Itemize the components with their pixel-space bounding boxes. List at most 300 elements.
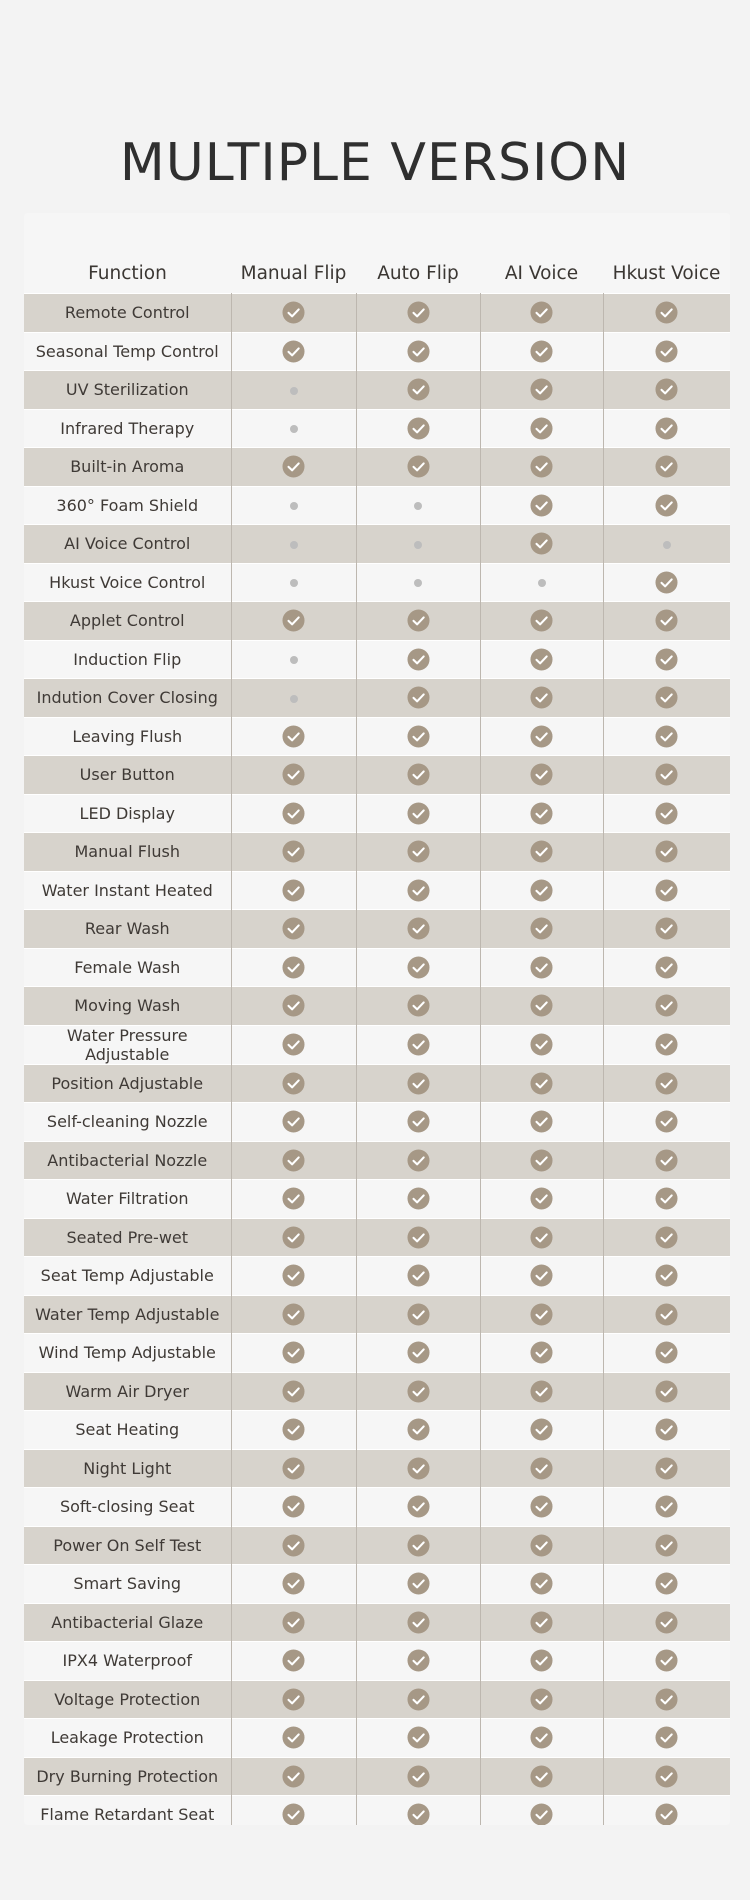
check-circle-icon	[282, 1380, 305, 1403]
table-row	[24, 448, 730, 487]
comparison-table-container	[24, 213, 730, 1825]
table-row	[24, 1565, 730, 1604]
function-name: Voltage Protection	[24, 1680, 231, 1719]
feature-cell	[356, 1180, 480, 1219]
feature-cell	[231, 1141, 356, 1180]
feature-cell	[231, 1719, 356, 1758]
feature-cell	[480, 987, 603, 1026]
check-circle-icon	[407, 1418, 430, 1441]
function-name: Power On Self Test	[24, 1526, 231, 1565]
check-circle-icon	[655, 994, 678, 1017]
feature-cell	[480, 1488, 603, 1527]
feature-cell	[356, 1025, 480, 1064]
check-circle-icon	[282, 763, 305, 786]
feature-cell	[231, 794, 356, 833]
table-row	[24, 1295, 730, 1334]
feature-cell	[356, 679, 480, 718]
function-name: Applet Control	[24, 602, 231, 641]
check-circle-icon	[407, 725, 430, 748]
check-circle-icon	[655, 840, 678, 863]
feature-cell	[231, 1526, 356, 1565]
feature-cell	[356, 1642, 480, 1681]
function-name: Water Filtration	[24, 1180, 231, 1219]
feature-cell	[480, 1141, 603, 1180]
check-circle-icon	[530, 840, 553, 863]
check-circle-icon	[407, 1726, 430, 1749]
function-name: Seat Temp Adjustable	[24, 1257, 231, 1296]
check-circle-icon	[282, 1572, 305, 1595]
feature-cell	[356, 1526, 480, 1565]
check-circle-icon	[282, 1765, 305, 1788]
dot-icon	[290, 656, 298, 664]
check-circle-icon	[407, 455, 430, 478]
check-circle-icon	[282, 340, 305, 363]
function-name: User Button	[24, 756, 231, 795]
function-name: Seasonal Temp Control	[24, 332, 231, 371]
check-circle-icon	[655, 1495, 678, 1518]
function-name: Rear Wash	[24, 910, 231, 949]
check-circle-icon	[407, 1033, 430, 1056]
feature-cell	[603, 717, 730, 756]
feature-cell	[356, 987, 480, 1026]
feature-cell	[356, 409, 480, 448]
function-name: IPX4 Waterproof	[24, 1642, 231, 1681]
column-header-manual-flip: Manual Flip	[231, 213, 356, 294]
check-circle-icon	[530, 648, 553, 671]
check-circle-icon	[530, 725, 553, 748]
feature-cell	[231, 1180, 356, 1219]
function-name: Flame Retardant Seat	[24, 1796, 231, 1826]
table-row	[24, 525, 730, 564]
check-circle-icon	[282, 1187, 305, 1210]
dot-icon	[290, 579, 298, 587]
feature-cell	[603, 1488, 730, 1527]
check-circle-icon	[530, 956, 553, 979]
check-circle-icon	[530, 378, 553, 401]
feature-cell	[356, 486, 480, 525]
feature-cell	[603, 1103, 730, 1142]
check-circle-icon	[655, 417, 678, 440]
check-circle-icon	[407, 1495, 430, 1518]
function-name: Self-cleaning Nozzle	[24, 1103, 231, 1142]
feature-cell	[480, 1449, 603, 1488]
check-circle-icon	[407, 1072, 430, 1095]
feature-cell	[603, 1603, 730, 1642]
feature-cell	[480, 448, 603, 487]
feature-cell	[356, 717, 480, 756]
feature-cell	[603, 486, 730, 525]
check-circle-icon	[655, 378, 678, 401]
function-name: Antibacterial Glaze	[24, 1603, 231, 1642]
feature-cell	[480, 679, 603, 718]
table-row	[24, 1372, 730, 1411]
table-row	[24, 987, 730, 1026]
table-row	[24, 1449, 730, 1488]
table-row	[24, 1180, 730, 1219]
feature-cell	[356, 1411, 480, 1450]
version-comparison-table	[24, 213, 730, 1825]
table-row	[24, 371, 730, 410]
feature-cell	[231, 1218, 356, 1257]
feature-cell	[603, 756, 730, 795]
feature-cell	[603, 602, 730, 641]
feature-cell	[480, 1411, 603, 1450]
check-circle-icon	[655, 956, 678, 979]
feature-cell	[356, 1757, 480, 1796]
feature-cell	[231, 1257, 356, 1296]
check-circle-icon	[407, 609, 430, 632]
feature-cell	[231, 1488, 356, 1527]
feature-cell	[603, 1180, 730, 1219]
feature-cell	[231, 871, 356, 910]
check-circle-icon	[282, 1072, 305, 1095]
feature-cell	[603, 1334, 730, 1373]
function-name: AI Voice Control	[24, 525, 231, 564]
function-name: Built-in Aroma	[24, 448, 231, 487]
check-circle-icon	[655, 802, 678, 825]
feature-cell	[480, 1218, 603, 1257]
check-circle-icon	[655, 917, 678, 940]
table-row	[24, 910, 730, 949]
check-circle-icon	[407, 879, 430, 902]
feature-cell	[480, 563, 603, 602]
feature-cell	[603, 679, 730, 718]
check-circle-icon	[407, 1457, 430, 1480]
feature-cell	[480, 409, 603, 448]
feature-cell	[480, 1180, 603, 1219]
check-circle-icon	[407, 1534, 430, 1557]
check-circle-icon	[282, 1495, 305, 1518]
feature-cell	[480, 1334, 603, 1373]
feature-cell	[231, 563, 356, 602]
check-circle-icon	[530, 609, 553, 632]
feature-cell	[480, 1064, 603, 1103]
feature-cell	[356, 1064, 480, 1103]
feature-cell	[480, 1680, 603, 1719]
table-row	[24, 1526, 730, 1565]
check-circle-icon	[407, 1611, 430, 1634]
check-circle-icon	[655, 1110, 678, 1133]
check-circle-icon	[655, 1341, 678, 1364]
check-circle-icon	[282, 1303, 305, 1326]
feature-cell	[603, 1796, 730, 1826]
feature-cell	[603, 1064, 730, 1103]
check-circle-icon	[407, 1187, 430, 1210]
check-circle-icon	[655, 1187, 678, 1210]
feature-cell	[356, 1103, 480, 1142]
table-row	[24, 602, 730, 641]
check-circle-icon	[530, 1611, 553, 1634]
feature-cell	[231, 1103, 356, 1142]
check-circle-icon	[282, 1649, 305, 1672]
check-circle-icon	[530, 1534, 553, 1557]
check-circle-icon	[407, 763, 430, 786]
feature-cell	[231, 1565, 356, 1604]
check-circle-icon	[407, 648, 430, 671]
check-circle-icon	[655, 1226, 678, 1249]
check-circle-icon	[282, 1688, 305, 1711]
table-row	[24, 833, 730, 872]
check-circle-icon	[282, 609, 305, 632]
feature-cell	[480, 871, 603, 910]
feature-cell	[231, 1064, 356, 1103]
check-circle-icon	[282, 994, 305, 1017]
table-row	[24, 1103, 730, 1142]
check-circle-icon	[530, 1110, 553, 1133]
check-circle-icon	[282, 1226, 305, 1249]
check-circle-icon	[530, 994, 553, 1017]
feature-cell	[356, 1295, 480, 1334]
dot-icon	[290, 541, 298, 549]
feature-cell	[356, 1680, 480, 1719]
feature-cell	[356, 833, 480, 872]
dot-icon	[290, 425, 298, 433]
feature-cell	[603, 833, 730, 872]
check-circle-icon	[530, 1495, 553, 1518]
table-header	[24, 213, 730, 294]
check-circle-icon	[407, 1765, 430, 1788]
column-header-hkust-voice: Hkust Voice	[603, 213, 730, 294]
check-circle-icon	[282, 725, 305, 748]
check-circle-icon	[282, 1611, 305, 1634]
feature-cell	[231, 602, 356, 641]
check-circle-icon	[655, 879, 678, 902]
table-row	[24, 794, 730, 833]
check-circle-icon	[282, 301, 305, 324]
dot-icon	[538, 579, 546, 587]
feature-cell	[356, 448, 480, 487]
table-row	[24, 640, 730, 679]
function-name: Night Light	[24, 1449, 231, 1488]
check-circle-icon	[655, 686, 678, 709]
feature-cell	[480, 794, 603, 833]
table-row	[24, 871, 730, 910]
check-circle-icon	[282, 840, 305, 863]
check-circle-icon	[282, 1803, 305, 1825]
feature-cell	[231, 1025, 356, 1064]
table-row	[24, 679, 730, 718]
feature-cell	[356, 1372, 480, 1411]
feature-cell	[603, 640, 730, 679]
header-row	[24, 213, 730, 294]
table-row	[24, 1334, 730, 1373]
feature-cell	[356, 756, 480, 795]
feature-cell	[231, 1449, 356, 1488]
check-circle-icon	[655, 494, 678, 517]
feature-cell	[480, 910, 603, 949]
feature-cell	[480, 1372, 603, 1411]
check-circle-icon	[407, 840, 430, 863]
check-circle-icon	[655, 1803, 678, 1825]
feature-cell	[603, 1218, 730, 1257]
feature-cell	[356, 1449, 480, 1488]
table-row	[24, 1488, 730, 1527]
feature-cell	[480, 1295, 603, 1334]
check-circle-icon	[282, 1534, 305, 1557]
check-circle-icon	[530, 1264, 553, 1287]
check-circle-icon	[530, 1688, 553, 1711]
check-circle-icon	[530, 1341, 553, 1364]
check-circle-icon	[282, 455, 305, 478]
check-circle-icon	[407, 1226, 430, 1249]
function-name: Seated Pre-wet	[24, 1218, 231, 1257]
table-row	[24, 1719, 730, 1758]
check-circle-icon	[407, 378, 430, 401]
check-circle-icon	[655, 1418, 678, 1441]
feature-cell	[480, 1025, 603, 1064]
check-circle-icon	[655, 1726, 678, 1749]
check-circle-icon	[655, 301, 678, 324]
feature-cell	[231, 833, 356, 872]
check-circle-icon	[282, 1110, 305, 1133]
function-name: Wind Temp Adjustable	[24, 1334, 231, 1373]
function-name: Infrared Therapy	[24, 409, 231, 448]
table-row	[24, 486, 730, 525]
feature-cell	[603, 1295, 730, 1334]
feature-cell	[231, 717, 356, 756]
check-circle-icon	[655, 1534, 678, 1557]
feature-cell	[356, 332, 480, 371]
feature-cell	[603, 1526, 730, 1565]
check-circle-icon	[530, 879, 553, 902]
feature-cell	[603, 794, 730, 833]
feature-cell	[231, 448, 356, 487]
check-circle-icon	[407, 417, 430, 440]
feature-cell	[603, 409, 730, 448]
check-circle-icon	[530, 455, 553, 478]
table-row	[24, 1257, 730, 1296]
check-circle-icon	[407, 1110, 430, 1133]
check-circle-icon	[655, 1149, 678, 1172]
feature-cell	[603, 1565, 730, 1604]
feature-cell	[356, 640, 480, 679]
check-circle-icon	[655, 1688, 678, 1711]
feature-cell	[480, 948, 603, 987]
feature-cell	[356, 1334, 480, 1373]
function-name: Dry Burning Protection	[24, 1757, 231, 1796]
check-circle-icon	[655, 455, 678, 478]
feature-cell	[231, 1642, 356, 1681]
feature-cell	[603, 910, 730, 949]
function-name: Hkust Voice Control	[24, 563, 231, 602]
check-circle-icon	[655, 571, 678, 594]
check-circle-icon	[530, 1457, 553, 1480]
feature-cell	[231, 910, 356, 949]
feature-cell	[356, 1603, 480, 1642]
check-circle-icon	[407, 956, 430, 979]
feature-cell	[603, 563, 730, 602]
function-name: Smart Saving	[24, 1565, 231, 1604]
check-circle-icon	[530, 1303, 553, 1326]
check-circle-icon	[407, 340, 430, 363]
function-name: Induction Flip	[24, 640, 231, 679]
function-name: Water Pressure Adjustable	[24, 1025, 231, 1064]
check-circle-icon	[655, 1033, 678, 1056]
feature-cell	[603, 525, 730, 564]
check-circle-icon	[530, 1149, 553, 1172]
feature-cell	[480, 1257, 603, 1296]
feature-cell	[480, 332, 603, 371]
feature-cell	[356, 563, 480, 602]
feature-cell	[356, 525, 480, 564]
check-circle-icon	[655, 763, 678, 786]
column-header-function: Function	[24, 213, 231, 294]
feature-cell	[231, 679, 356, 718]
table-row	[24, 1757, 730, 1796]
feature-cell	[480, 833, 603, 872]
feature-cell	[356, 1488, 480, 1527]
check-circle-icon	[530, 1380, 553, 1403]
function-name: Warm Air Dryer	[24, 1372, 231, 1411]
check-circle-icon	[655, 1303, 678, 1326]
check-circle-icon	[407, 917, 430, 940]
feature-cell	[480, 1103, 603, 1142]
table-row	[24, 1796, 730, 1826]
table-row	[24, 1064, 730, 1103]
check-circle-icon	[530, 532, 553, 555]
feature-cell	[480, 1757, 603, 1796]
check-circle-icon	[407, 1803, 430, 1825]
check-circle-icon	[407, 802, 430, 825]
feature-cell	[603, 1757, 730, 1796]
check-circle-icon	[655, 1264, 678, 1287]
feature-cell	[356, 1141, 480, 1180]
function-name: Leakage Protection	[24, 1719, 231, 1758]
check-circle-icon	[282, 917, 305, 940]
check-circle-icon	[530, 763, 553, 786]
dot-icon	[290, 695, 298, 703]
feature-cell	[603, 1257, 730, 1296]
table-row	[24, 1411, 730, 1450]
table-body	[24, 294, 730, 1826]
check-circle-icon	[655, 609, 678, 632]
feature-cell	[603, 948, 730, 987]
function-name: LED Display	[24, 794, 231, 833]
dot-icon	[663, 541, 671, 549]
feature-cell	[603, 1411, 730, 1450]
check-circle-icon	[282, 879, 305, 902]
feature-cell	[603, 987, 730, 1026]
feature-cell	[231, 987, 356, 1026]
check-circle-icon	[655, 725, 678, 748]
feature-cell	[356, 1565, 480, 1604]
page-title: MULTIPLE VERSION	[119, 132, 631, 193]
function-name: Remote Control	[24, 294, 231, 333]
check-circle-icon	[407, 1341, 430, 1364]
table-row	[24, 332, 730, 371]
feature-cell	[231, 486, 356, 525]
feature-cell	[480, 486, 603, 525]
check-circle-icon	[655, 1572, 678, 1595]
check-circle-icon	[655, 1765, 678, 1788]
function-name: Water Instant Heated	[24, 871, 231, 910]
feature-cell	[231, 756, 356, 795]
check-circle-icon	[407, 994, 430, 1017]
feature-cell	[603, 1372, 730, 1411]
check-circle-icon	[282, 1149, 305, 1172]
feature-cell	[231, 525, 356, 564]
feature-cell	[231, 1334, 356, 1373]
check-circle-icon	[530, 1726, 553, 1749]
check-circle-icon	[530, 1803, 553, 1825]
feature-cell	[603, 871, 730, 910]
check-circle-icon	[530, 494, 553, 517]
check-circle-icon	[407, 1380, 430, 1403]
check-circle-icon	[530, 301, 553, 324]
check-circle-icon	[530, 1033, 553, 1056]
feature-cell	[603, 1141, 730, 1180]
feature-cell	[231, 1295, 356, 1334]
